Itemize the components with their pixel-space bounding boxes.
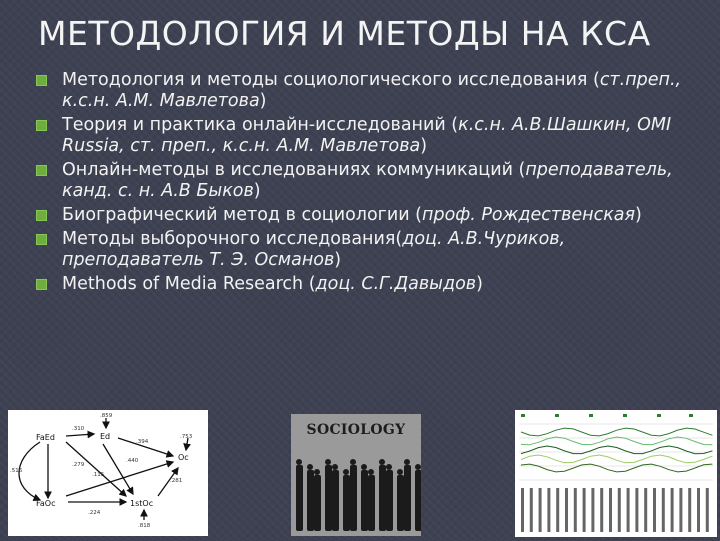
- course-list: [36, 70, 706, 298]
- path-coefficient: .224: [88, 510, 101, 516]
- closing-paren: ): [476, 274, 483, 294]
- course-item: [36, 70, 706, 112]
- node-label: FaOc: [36, 499, 56, 508]
- square-bullet-icon: [36, 279, 47, 290]
- path-coefficient: .310: [72, 426, 85, 432]
- line-chart-image: [515, 410, 717, 537]
- course-item: [36, 274, 706, 295]
- course-item: [36, 115, 706, 157]
- path-coefficient: .753: [180, 434, 193, 440]
- course-title: Methods of Media Research (: [62, 274, 316, 294]
- course-instructor: проф. Рождественская: [422, 205, 636, 225]
- course-instructor: доц. А.В.Чуриков, преподаватель Т. Э. Османов: [62, 229, 566, 270]
- sociology-cover-image: [291, 414, 421, 536]
- course-instructor: доц. С.Г.Давыдов: [315, 274, 477, 294]
- square-bullet-icon: [36, 165, 47, 176]
- course-title: Онлайн-методы в исследованиях коммуникаций (: [62, 160, 526, 180]
- path-diagram-image: [8, 410, 208, 536]
- node-label: 1stOc: [130, 499, 154, 508]
- course-instructor: преподаватель, канд. с. н. А.В Быков: [62, 160, 673, 201]
- course-title: Теория и практика онлайн-исследований (: [62, 115, 459, 135]
- closing-paren: ): [259, 91, 267, 111]
- slide-title: МЕТОДОЛОГИЯ И МЕТОДЫ НА КСА: [38, 14, 651, 53]
- path-coefficient: .394: [136, 439, 149, 445]
- path-coefficient: .516: [10, 468, 23, 474]
- square-bullet-icon: [36, 75, 47, 86]
- course-title: Методология и методы социологического исследования (: [62, 70, 600, 90]
- closing-paren: ): [635, 205, 642, 225]
- course-item: [36, 229, 706, 271]
- course-title: Методы выборочного исследования(: [62, 229, 403, 249]
- course-instructor: ст.преп., к.с.н. А.М. Мавлетова: [62, 70, 682, 111]
- node-label: FaEd: [36, 433, 55, 442]
- closing-paren: ): [420, 136, 428, 156]
- cover-title: SOCIOLOGY: [306, 422, 406, 438]
- course-item: [36, 205, 706, 226]
- course-instructor: к.с.н. А.В.Шашкин, OMI Russia, ст. преп., к.с.н. А.М. Мавлетова: [62, 115, 672, 156]
- path-coefficient: .115: [92, 472, 105, 478]
- path-coefficient: .818: [138, 523, 151, 529]
- closing-paren: ): [253, 181, 261, 201]
- line-chart-graphic: [515, 410, 717, 537]
- square-bullet-icon: [36, 234, 47, 245]
- path-coefficient: .279: [72, 462, 85, 468]
- path-coefficient: .859: [100, 413, 113, 419]
- node-label: Oc: [178, 453, 189, 462]
- crowd-silhouette-icon: [291, 448, 421, 536]
- path-coefficient: .440: [126, 458, 139, 464]
- node-label: Ed: [100, 432, 111, 441]
- course-item: [36, 160, 706, 202]
- path-diagram: [8, 410, 208, 536]
- closing-paren: ): [334, 250, 342, 270]
- square-bullet-icon: [36, 120, 47, 131]
- path-coefficient: .281: [170, 478, 183, 484]
- square-bullet-icon: [36, 210, 47, 221]
- course-title: Биографический метод в социологии (: [62, 205, 423, 225]
